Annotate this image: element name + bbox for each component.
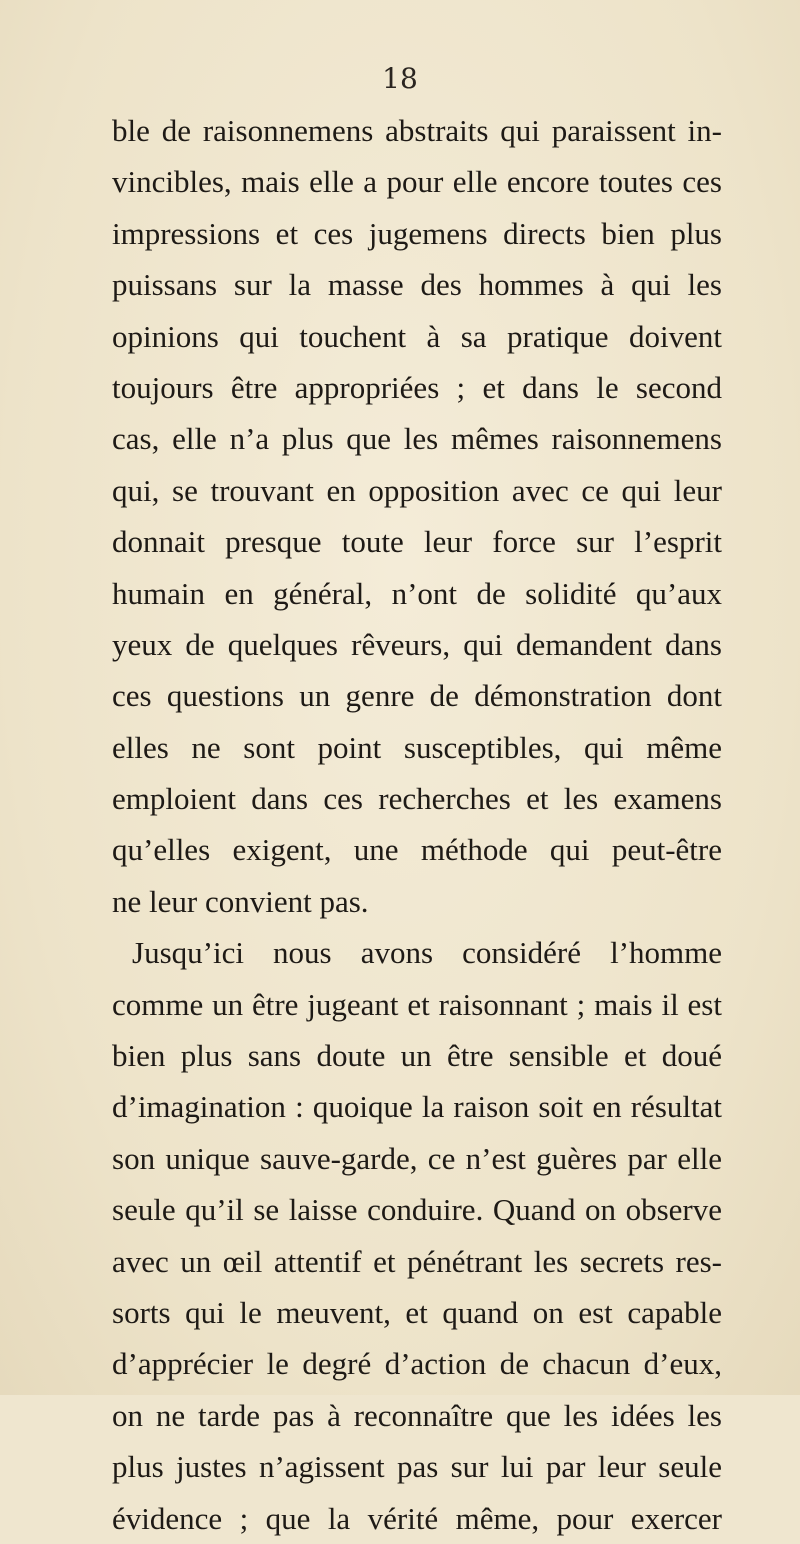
- text-line: bien plus sans doute un être sensible et doué: [112, 1038, 722, 1074]
- text-line: ble de raisonnemens abstraits qui paraissent in-: [112, 113, 722, 148]
- text-line: toujours être appropriées ; et dans le second: [112, 369, 722, 405]
- text-line: humain en général, n’ont de solidité qu’aux: [112, 575, 722, 611]
- text-line: seule qu’il se laisse conduire. Quand on observe: [112, 1192, 722, 1228]
- text-line: donnait presque toute leur force sur l’esprit: [112, 524, 722, 560]
- text-line-paragraph-start: Jusqu’ici nous avons considéré l’homme: [132, 935, 722, 971]
- page-number: 18: [382, 62, 418, 95]
- text-line: on ne tarde pas à reconnaître que les idées les: [112, 1397, 722, 1433]
- text-line: sorts qui le meuvent, et quand on est capable: [112, 1294, 722, 1330]
- text-line: vincibles, mais elle a pour elle encore toutes ces: [112, 164, 722, 200]
- text-line-paragraph-end: ne leur convient pas.: [112, 883, 369, 919]
- text-line: évidence ; que la vérité même, pour exercer: [112, 1500, 722, 1536]
- text-line: opinions qui touchent à sa pratique doivent: [112, 318, 722, 354]
- text-line: yeux de quelques rêveurs, qui demandent dans: [112, 626, 722, 662]
- body-text: [112, 105, 722, 1544]
- text-line: ces questions un genre de démonstration dont: [112, 678, 722, 714]
- text-line: emploient dans ces recherches et les examens: [112, 781, 722, 817]
- text-line: d’apprécier le degré d’action de chacun d’eux,: [112, 1346, 722, 1382]
- text-line: plus justes n’agissent pas sur lui par leur seule: [112, 1449, 722, 1485]
- text-line: qui, se trouvant en opposition avec ce qui leur: [112, 472, 722, 508]
- text-line: elles ne sont point susceptibles, qui même: [112, 729, 722, 765]
- text-line: d’imagination : quoique la raison soit en résultat: [112, 1089, 722, 1125]
- text-line: cas, elle n’a plus que les mêmes raisonnemens: [112, 421, 722, 457]
- text-line: impressions et ces jugemens directs bien plus: [112, 215, 722, 251]
- text-line: comme un être jugeant et raisonnant ; mais il est: [112, 986, 722, 1022]
- text-line: qu’elles exigent, une méthode qui peut-être: [112, 832, 722, 868]
- text-line: avec un œil attentif et pénétrant les secrets res-: [112, 1243, 722, 1279]
- text-line: son unique sauve-garde, ce n’est guères par elle: [112, 1140, 722, 1176]
- text-line: puissans sur la masse des hommes à qui les: [112, 267, 722, 303]
